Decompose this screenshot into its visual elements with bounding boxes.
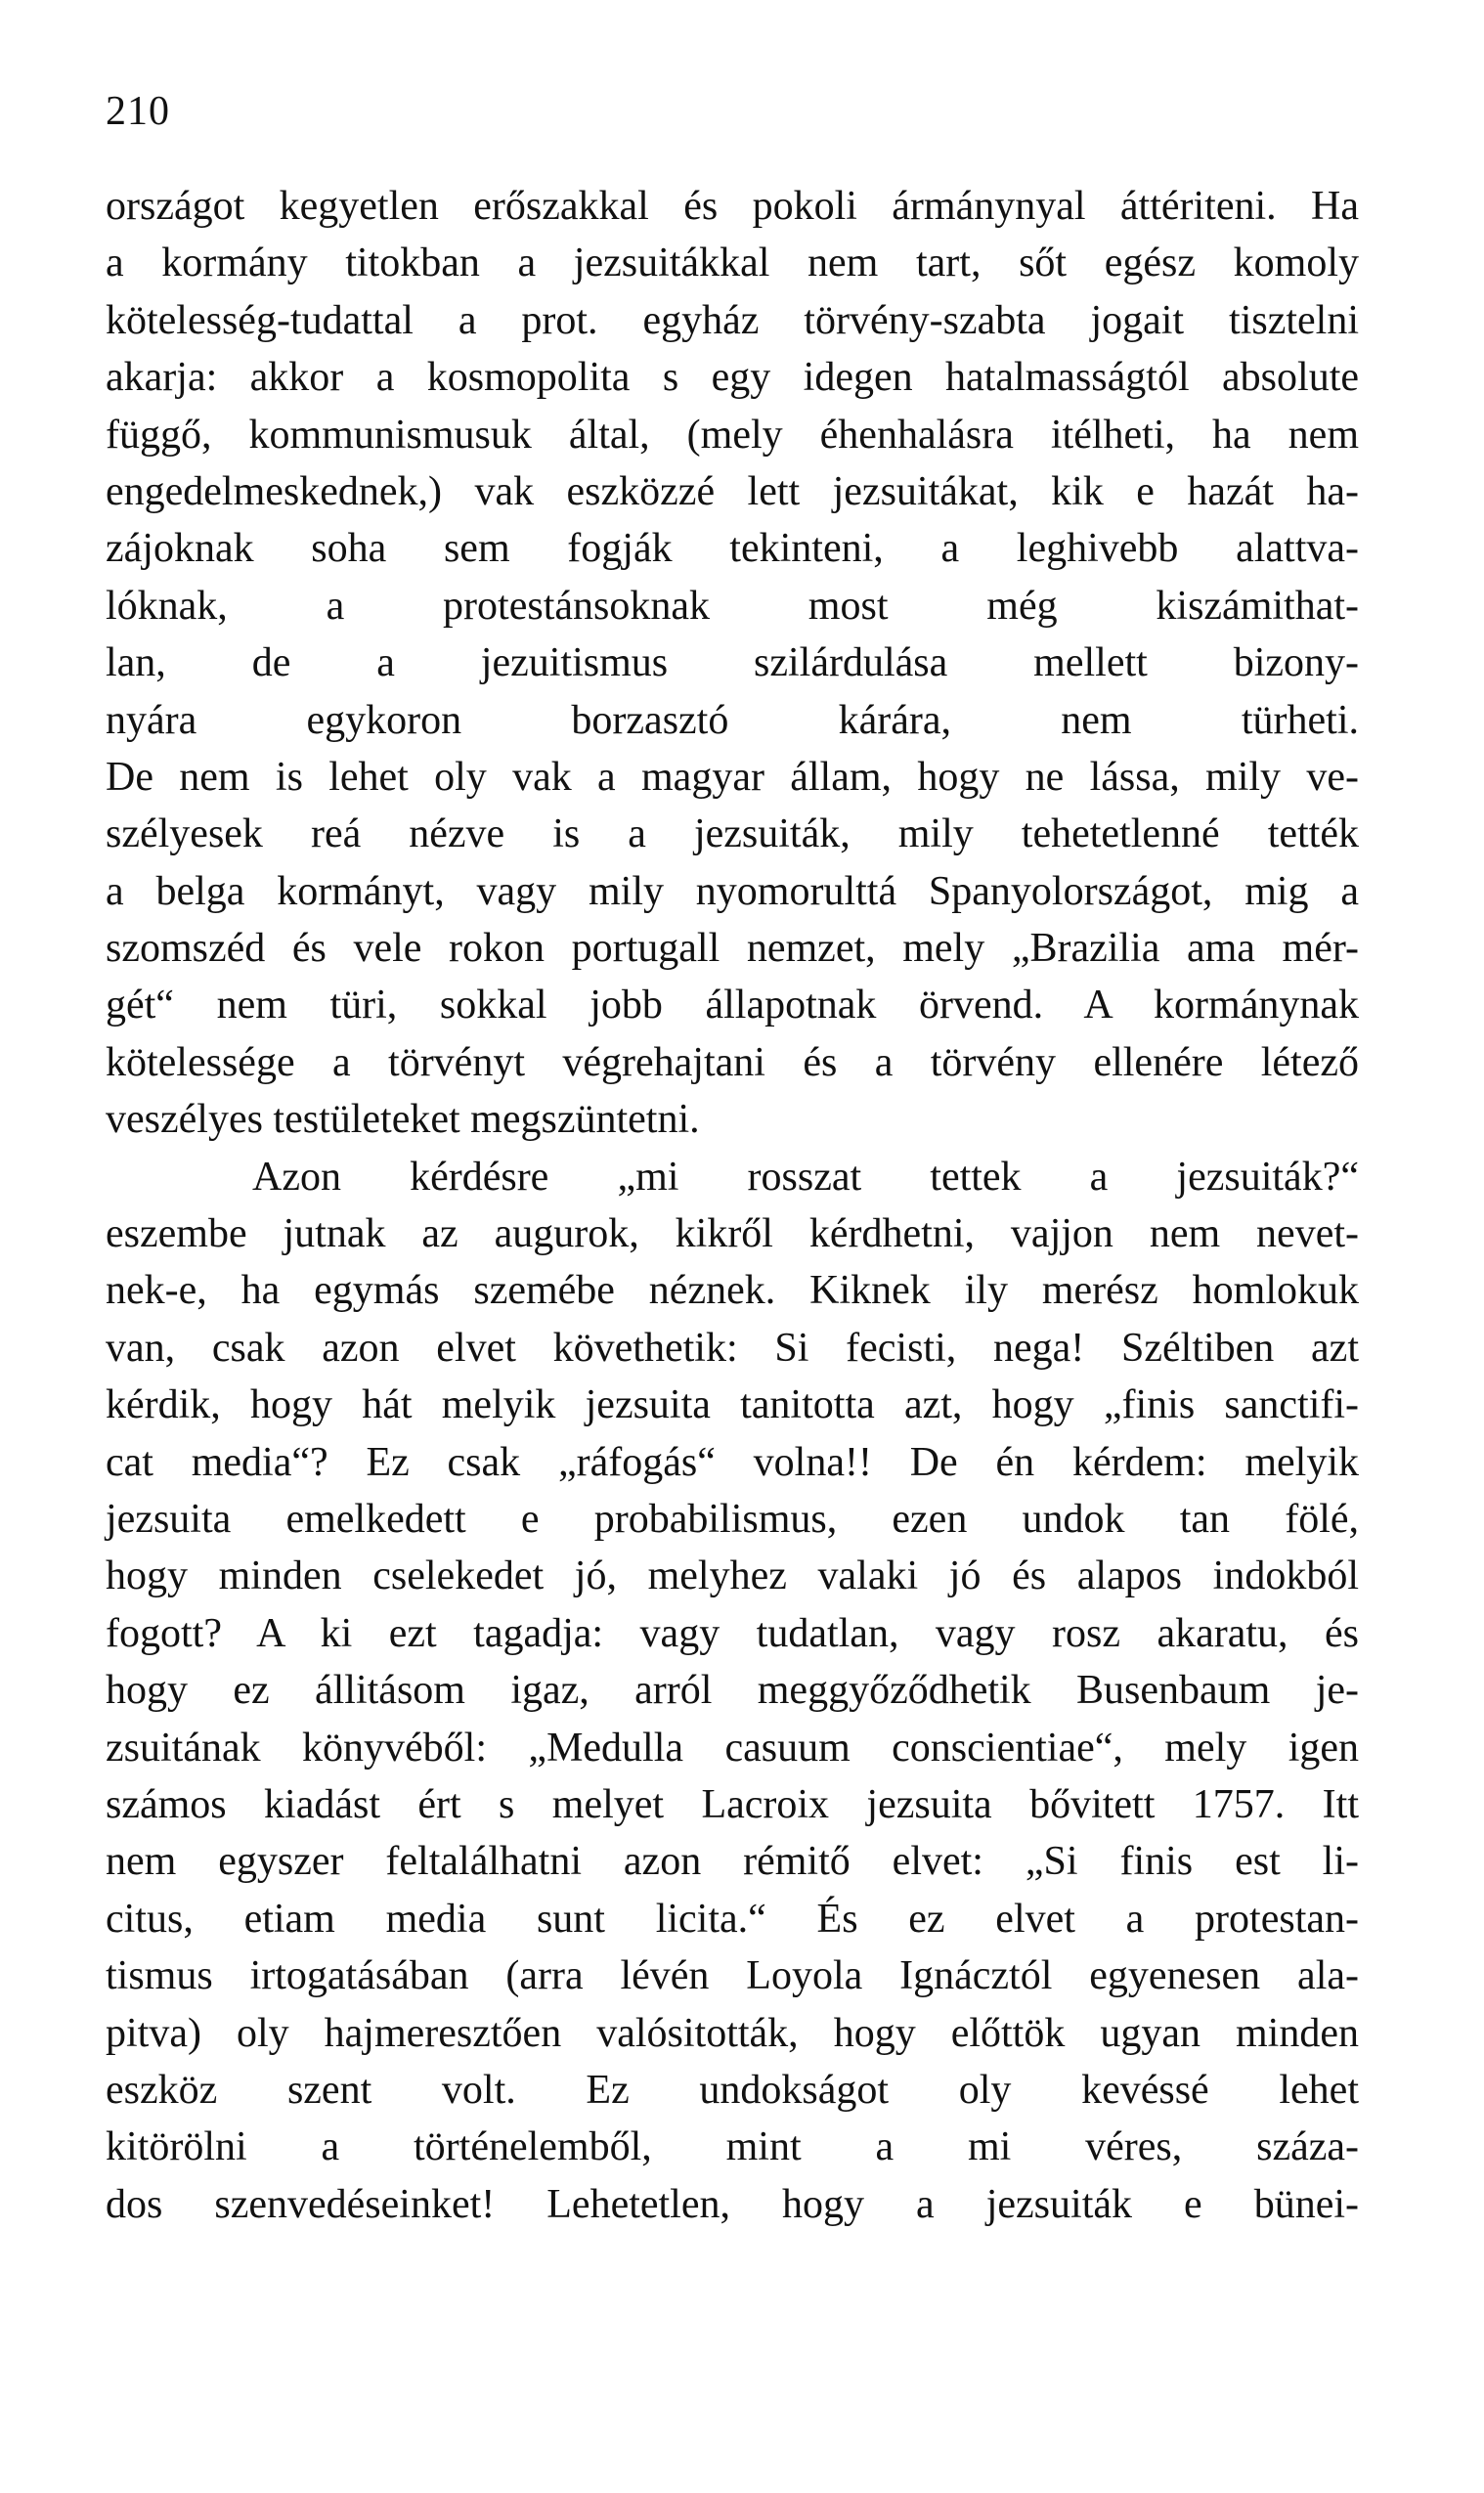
text-line: gét“ nem türi, sokkal jobb állapotnak örvend. A kormánynak: [106, 983, 1359, 1028]
text-line: szomszéd és vele rokon portugall nemzet, mely „Brazilia ama mér-: [106, 926, 1359, 972]
text-line: cat media“? Ez csak „ráfogás“ volna!! De én kérdem: melyik: [106, 1439, 1359, 1485]
text-line: országot kegyetlen erőszakkal és pokoli ármánynyal áttériteni. Ha: [106, 184, 1359, 229]
text-line: van, csak azon elvet követhetik: Si fecisti, nega! Széltiben azt: [106, 1325, 1359, 1371]
text-line: lóknak, a protestánsoknak most még kiszámithat-: [106, 583, 1359, 629]
text-line: kérdik, hogy hát melyik jezsuita tanitotta azt, hogy „finis sanctifi-: [106, 1382, 1359, 1428]
text-line: kötelesség-tudattal a prot. egyház törvény-szabta jogait tisztelni: [106, 297, 1359, 343]
text-line: hogy minden cselekedet jó, melyhez valaki jó és alapos indokból: [106, 1553, 1359, 1599]
text-line: lan, de a jezuitismus szilárdulása mellett bizony-: [106, 640, 1359, 686]
text-line: függő, kommunismusuk által, (mely éhenhalásra itélheti, ha nem: [106, 412, 1359, 458]
page-number: 210: [106, 89, 170, 134]
text-line: eszköz szent volt. Ez undokságot oly kevéssé lehet: [106, 2067, 1359, 2113]
text-line: szélyesek reá nézve is a jezsuiták, mily tehetetlenné tették: [106, 811, 1359, 857]
text-line: veszélyes testületeket megszüntetni.: [106, 1097, 700, 1143]
text-line: nyára egykoron borzasztó kárára, nem türheti.: [106, 697, 1359, 743]
text-line: fogott? A ki ezt tagadja: vagy tudatlan, vagy rosz akaratu, és: [106, 1610, 1359, 1656]
text-line: Azon kérdésre „mi rosszat tettek a jezsuiták?“: [252, 1154, 1359, 1200]
text-line: a belga kormányt, vagy mily nyomorulttá Spanyolországot, mig a: [106, 868, 1359, 914]
text-line: zájoknak soha sem fogják tekinteni, a leghivebb alattva-: [106, 526, 1359, 572]
text-line: jezsuita emelkedett e probabilismus, ezen undok tan fölé,: [106, 1496, 1359, 1542]
text-line: De nem is lehet oly vak a magyar állam, hogy ne lássa, mily ve-: [106, 754, 1359, 800]
text-line: akarja: akkor a kosmopolita s egy idegen hatalmasságtól absolute: [106, 355, 1359, 401]
text-line: kitörölni a történelemből, mint a mi véres, száza-: [106, 2124, 1359, 2170]
text-line: a kormány titokban a jezsuitákkal nem tart, sőt egész komoly: [106, 241, 1359, 286]
text-line: citus, etiam media sunt licita.“ És ez elvet a protestan-: [106, 1896, 1359, 1942]
text-line: engedelmeskednek,) vak eszközzé lett jezsuitákat, kik e hazát ha-: [106, 468, 1359, 514]
text-line: eszembe jutnak az augurok, kikről kérdhetni, vajjon nem nevet-: [106, 1211, 1359, 1257]
text-line: tismus irtogatásában (arra lévén Loyola Ignácztól egyenesen ala-: [106, 1953, 1359, 1999]
text-line: zsuitának könyvéből: „Medulla casuum conscientiae“, mely igen: [106, 1725, 1359, 1771]
text-line: nek-e, ha egymás szemébe néznek. Kiknek ily merész homlokuk: [106, 1268, 1359, 1314]
text-line: kötelessége a törvényt végrehajtani és a törvény ellenére létező: [106, 1039, 1359, 1085]
text-line: pitva) oly hajmeresztően valósitották, hogy előttök ugyan minden: [106, 2010, 1359, 2056]
text-line: hogy ez állitásom igaz, arról meggyőződhetik Busenbaum je-: [106, 1668, 1359, 1714]
body-text: [106, 178, 1359, 2233]
text-line: számos kiadást ért s melyet Lacroix jezsuita bővitett 1757. Itt: [106, 1781, 1359, 1827]
text-line: nem egyszer feltalálhatni azon rémitő elvet: „Si finis est li-: [106, 1839, 1359, 1885]
text-line: dos szenvedéseinket! Lehetetlen, hogy a jezsuiták e bünei-: [106, 2181, 1359, 2227]
